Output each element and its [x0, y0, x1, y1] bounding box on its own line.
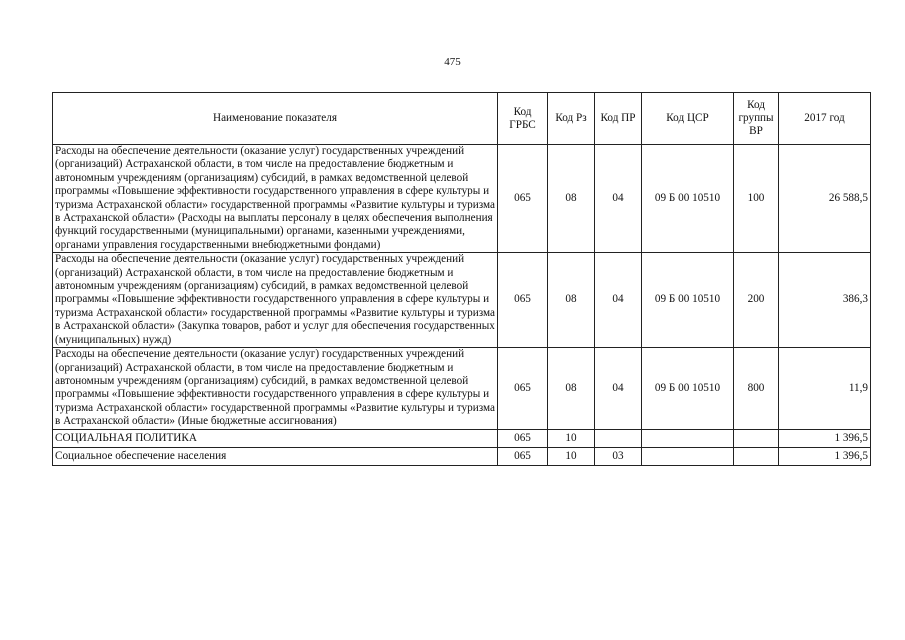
row-rz: 10	[548, 447, 595, 465]
row-amount: 11,9	[779, 348, 871, 429]
row-vr	[734, 429, 779, 447]
row-rz: 08	[548, 145, 595, 253]
row-vr: 800	[734, 348, 779, 429]
row-pr: 04	[595, 253, 642, 348]
header-year: 2017 год	[779, 93, 871, 145]
row-name: Расходы на обеспечение деятельности (оказание услуг) государственных учреждений (организаций) Астраханской области, в том числе на предоставление бюджетным и автономным учреждениям (организациям) субсидий, в рамках ведомственной целевой программы «Повышение эффективности государственного управления в сфере культуры и туризма Астраханской области» государственной программы «Развитие культуры и туризма в Астраханской области» (Закупка товаров, работ и услуг для обеспечения государственных (муниципальных) нужд)	[53, 253, 498, 348]
row-amount: 26 588,5	[779, 145, 871, 253]
page-number: 475	[444, 56, 461, 68]
row-csr	[642, 447, 734, 465]
table-row	[53, 145, 871, 253]
row-pr	[595, 429, 642, 447]
row-grbs: 065	[498, 429, 548, 447]
row-name: Социальное обеспечение населения	[53, 447, 498, 465]
row-csr	[642, 429, 734, 447]
row-amount: 386,3	[779, 253, 871, 348]
table-row	[53, 447, 871, 465]
row-pr: 04	[595, 348, 642, 429]
row-amount: 1 396,5	[779, 447, 871, 465]
row-vr	[734, 447, 779, 465]
row-csr: 09 Б 00 10510	[642, 145, 734, 253]
table-row	[53, 348, 871, 429]
row-csr: 09 Б 00 10510	[642, 253, 734, 348]
header-rz: Код Рз	[548, 93, 595, 145]
header-grbs: Код ГРБС	[498, 93, 548, 145]
row-grbs: 065	[498, 145, 548, 253]
row-rz: 10	[548, 429, 595, 447]
row-grbs: 065	[498, 253, 548, 348]
row-name: Расходы на обеспечение деятельности (оказание услуг) государственных учреждений (организаций) Астраханской области, в том числе на предоставление бюджетным и автономным учреждениям (организациям) субсидий, в рамках ведомственной целевой программы «Повышение эффективности государственного управления в сфере культуры и туризма Астраханской области» государственной программы «Развитие культуры и туризма в Астраханской области» (Расходы на выплаты персоналу в целях обеспечения выполнения функций государственными (муниципальными) органами, казенными учреждениями, органами управления государственными внебюджетными фондами)	[53, 145, 498, 253]
row-name: Расходы на обеспечение деятельности (оказание услуг) государственных учреждений (организаций) Астраханской области, в том числе на предоставление бюджетным и автономным учреждениям (организациям) субсидий, в рамках ведомственной целевой программы «Повышение эффективности государственного управления в сфере культуры и туризма Астраханской области» государственной программы «Развитие культуры и туризма в Астраханской области» (Иные бюджетные ассигнования)	[53, 348, 498, 429]
table-row	[53, 429, 871, 447]
row-vr: 100	[734, 145, 779, 253]
header-csr: Код ЦСР	[642, 93, 734, 145]
table-header-row	[53, 93, 871, 145]
row-rz: 08	[548, 253, 595, 348]
row-amount: 1 396,5	[779, 429, 871, 447]
row-csr: 09 Б 00 10510	[642, 348, 734, 429]
row-grbs: 065	[498, 447, 548, 465]
header-vr: Код группы ВР	[734, 93, 779, 145]
header-pr: Код ПР	[595, 93, 642, 145]
row-pr: 03	[595, 447, 642, 465]
row-rz: 08	[548, 348, 595, 429]
row-grbs: 065	[498, 348, 548, 429]
budget-table	[52, 92, 871, 466]
header-name: Наименование показателя	[53, 93, 498, 145]
table-row	[53, 253, 871, 348]
row-vr: 200	[734, 253, 779, 348]
row-pr: 04	[595, 145, 642, 253]
row-name: СОЦИАЛЬНАЯ ПОЛИТИКА	[53, 429, 498, 447]
